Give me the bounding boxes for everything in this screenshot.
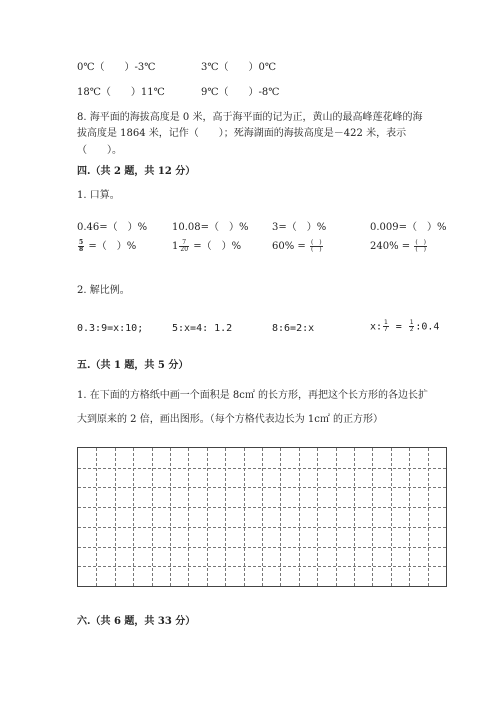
compare-item: 3℃（ ）0℃ [201,62,277,73]
question-text: 大到原来的 2 倍，画出图形。（每个方格代表边长为 1c㎡ 的正方形） [77,414,384,425]
question-8-line: 8. 海平面的海拔高度是 0 米，高于海平面的记为正，黄山的最高峰莲花峰的海 [77,112,423,123]
calc-item-fraction: $\frac{5}{8}$ =（ ）% [79,239,137,253]
grid-line [78,527,446,528]
section-6-heading: 六.（共 6 题，共 33 分） [77,616,196,627]
section-5-heading: 五.（共 1 题，共 5 分） [77,360,189,371]
grid-line [78,507,446,508]
calc-item: 0.46=（ ）% [77,222,148,233]
question-label: 1. 口算。 [77,190,120,201]
question-label: 2. 解比例。 [77,285,130,296]
fraction: $\frac{( )}{( )}$ [415,239,427,253]
calc-item: 0.009=（ ）% [370,222,447,233]
grid-line [78,566,446,567]
fraction: $\frac{( )}{( )}$ [310,239,322,253]
question-8-line: （ ）。 [77,145,122,156]
compare-item: 0℃（ ）-3℃ [77,62,156,73]
fraction: $\frac{1}{7}$ [384,319,388,333]
proportion-item: x: $\frac{1}{7}$ = $\frac{1}{2}$ :0.4 [370,319,440,333]
proportion-item: 8:6=2:x [272,323,315,334]
proportion-item: 0.3:9=x:10; [77,323,144,334]
grid-line [78,468,446,469]
compare-item: 18℃（ ）11℃ [77,87,165,98]
calc-item: 3=（ ）% [272,222,327,233]
question-8-line: 拔高度是 1864 米，记作（ ）；死海湖面的海拔高度是－422 米，表示 [77,128,407,139]
grid-line [78,487,446,488]
calc-item-fraction: 240% = $\frac{( )}{( )}$ [370,239,427,253]
question-text: 1. 在下面的方格纸中画一个面积是 8c㎡ 的长方形，再把这个长方形的各边长扩 [77,390,429,401]
grid-line [78,547,446,548]
section-4-heading: 四.（共 2 题，共 12 分） [77,166,196,177]
calc-item-fraction: 60% = $\frac{( )}{( )}$ [272,239,322,253]
calc-item-fraction: 1 $\frac{7}{20}$ =（ ）% [172,239,242,253]
proportion-item: 5:x=4: 1.2 [172,323,233,334]
fraction: $\frac{1}{2}$ [409,319,414,333]
fraction: $\frac{5}{8}$ [79,239,84,253]
compare-item: 9℃（ ）-8℃ [201,87,280,98]
fraction: $\frac{7}{20}$ [180,239,189,253]
square-grid[interactable] [77,447,447,587]
calc-item: 10.08=（ ）% [172,222,249,233]
